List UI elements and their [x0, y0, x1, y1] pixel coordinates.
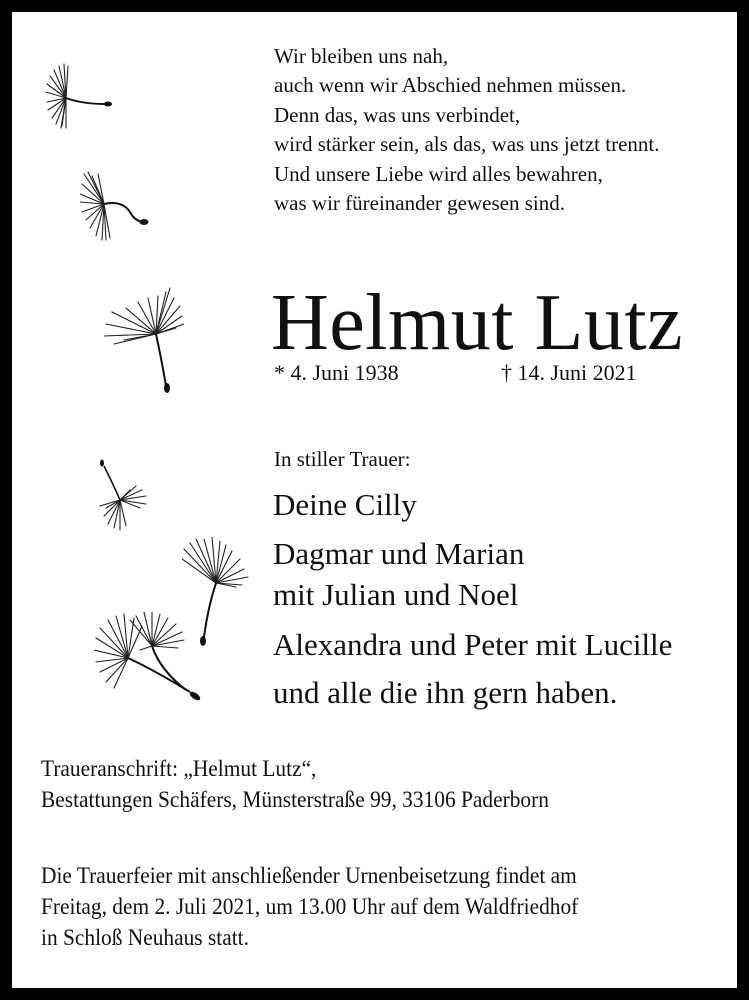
- service-info-line: Die Trauerfeier mit anschließender Urnenbeisetzung findet am: [41, 863, 577, 888]
- mourner-line: Alexandra und Peter mit Lucille: [273, 627, 673, 662]
- mourning-address-line: Traueranschrift: „Helmut Lutz“,: [41, 756, 317, 781]
- poem-line: Wir bleiben uns nah,: [274, 44, 449, 68]
- poem-line: auch wenn wir Abschied nehmen müssen.: [274, 73, 627, 98]
- birth-date: * 4. Juni 1938: [274, 360, 399, 385]
- death-date: † 14. Juni 2021: [501, 360, 637, 385]
- dandelion-seed-icon: [42, 60, 117, 135]
- mourner-line: und alle die ihn gern haben.: [273, 675, 618, 710]
- poem: [274, 42, 660, 218]
- mourner-line: mit Julian und Noel: [273, 577, 519, 612]
- mourning-address-line: Bestattungen Schäfers, Münsterstraße 99, 33106 Paderborn: [41, 787, 549, 812]
- deceased-name: Helmut Lutz: [271, 279, 684, 367]
- dandelion-seed-icon: [94, 612, 214, 712]
- mourner-line: Dagmar und Marian: [273, 536, 525, 571]
- poem-line: wird stärker sein, als das, was uns jetzt trennt.: [274, 132, 660, 157]
- dandelion-seed-icon: [96, 456, 156, 536]
- service-info-line: in Schloß Neuhaus statt.: [41, 925, 249, 950]
- poem-line: Denn das, was uns verbindet,: [274, 102, 521, 127]
- service-info-line: Freitag, dem 2. Juli 2021, um 13.00 Uhr auf dem Waldfriedhof: [41, 894, 579, 919]
- poem-line: Und unsere Liebe wird alles bewahren,: [274, 161, 603, 186]
- dandelion-seed-icon: [80, 170, 160, 250]
- obituary-notice: [12, 12, 737, 988]
- poem-line: was wir füreinander gewesen sind.: [274, 190, 565, 215]
- mourner-line: Deine Cilly: [273, 487, 417, 522]
- dandelion-seed-icon: [104, 282, 184, 397]
- mourning-label: In stiller Trauer:: [274, 447, 411, 471]
